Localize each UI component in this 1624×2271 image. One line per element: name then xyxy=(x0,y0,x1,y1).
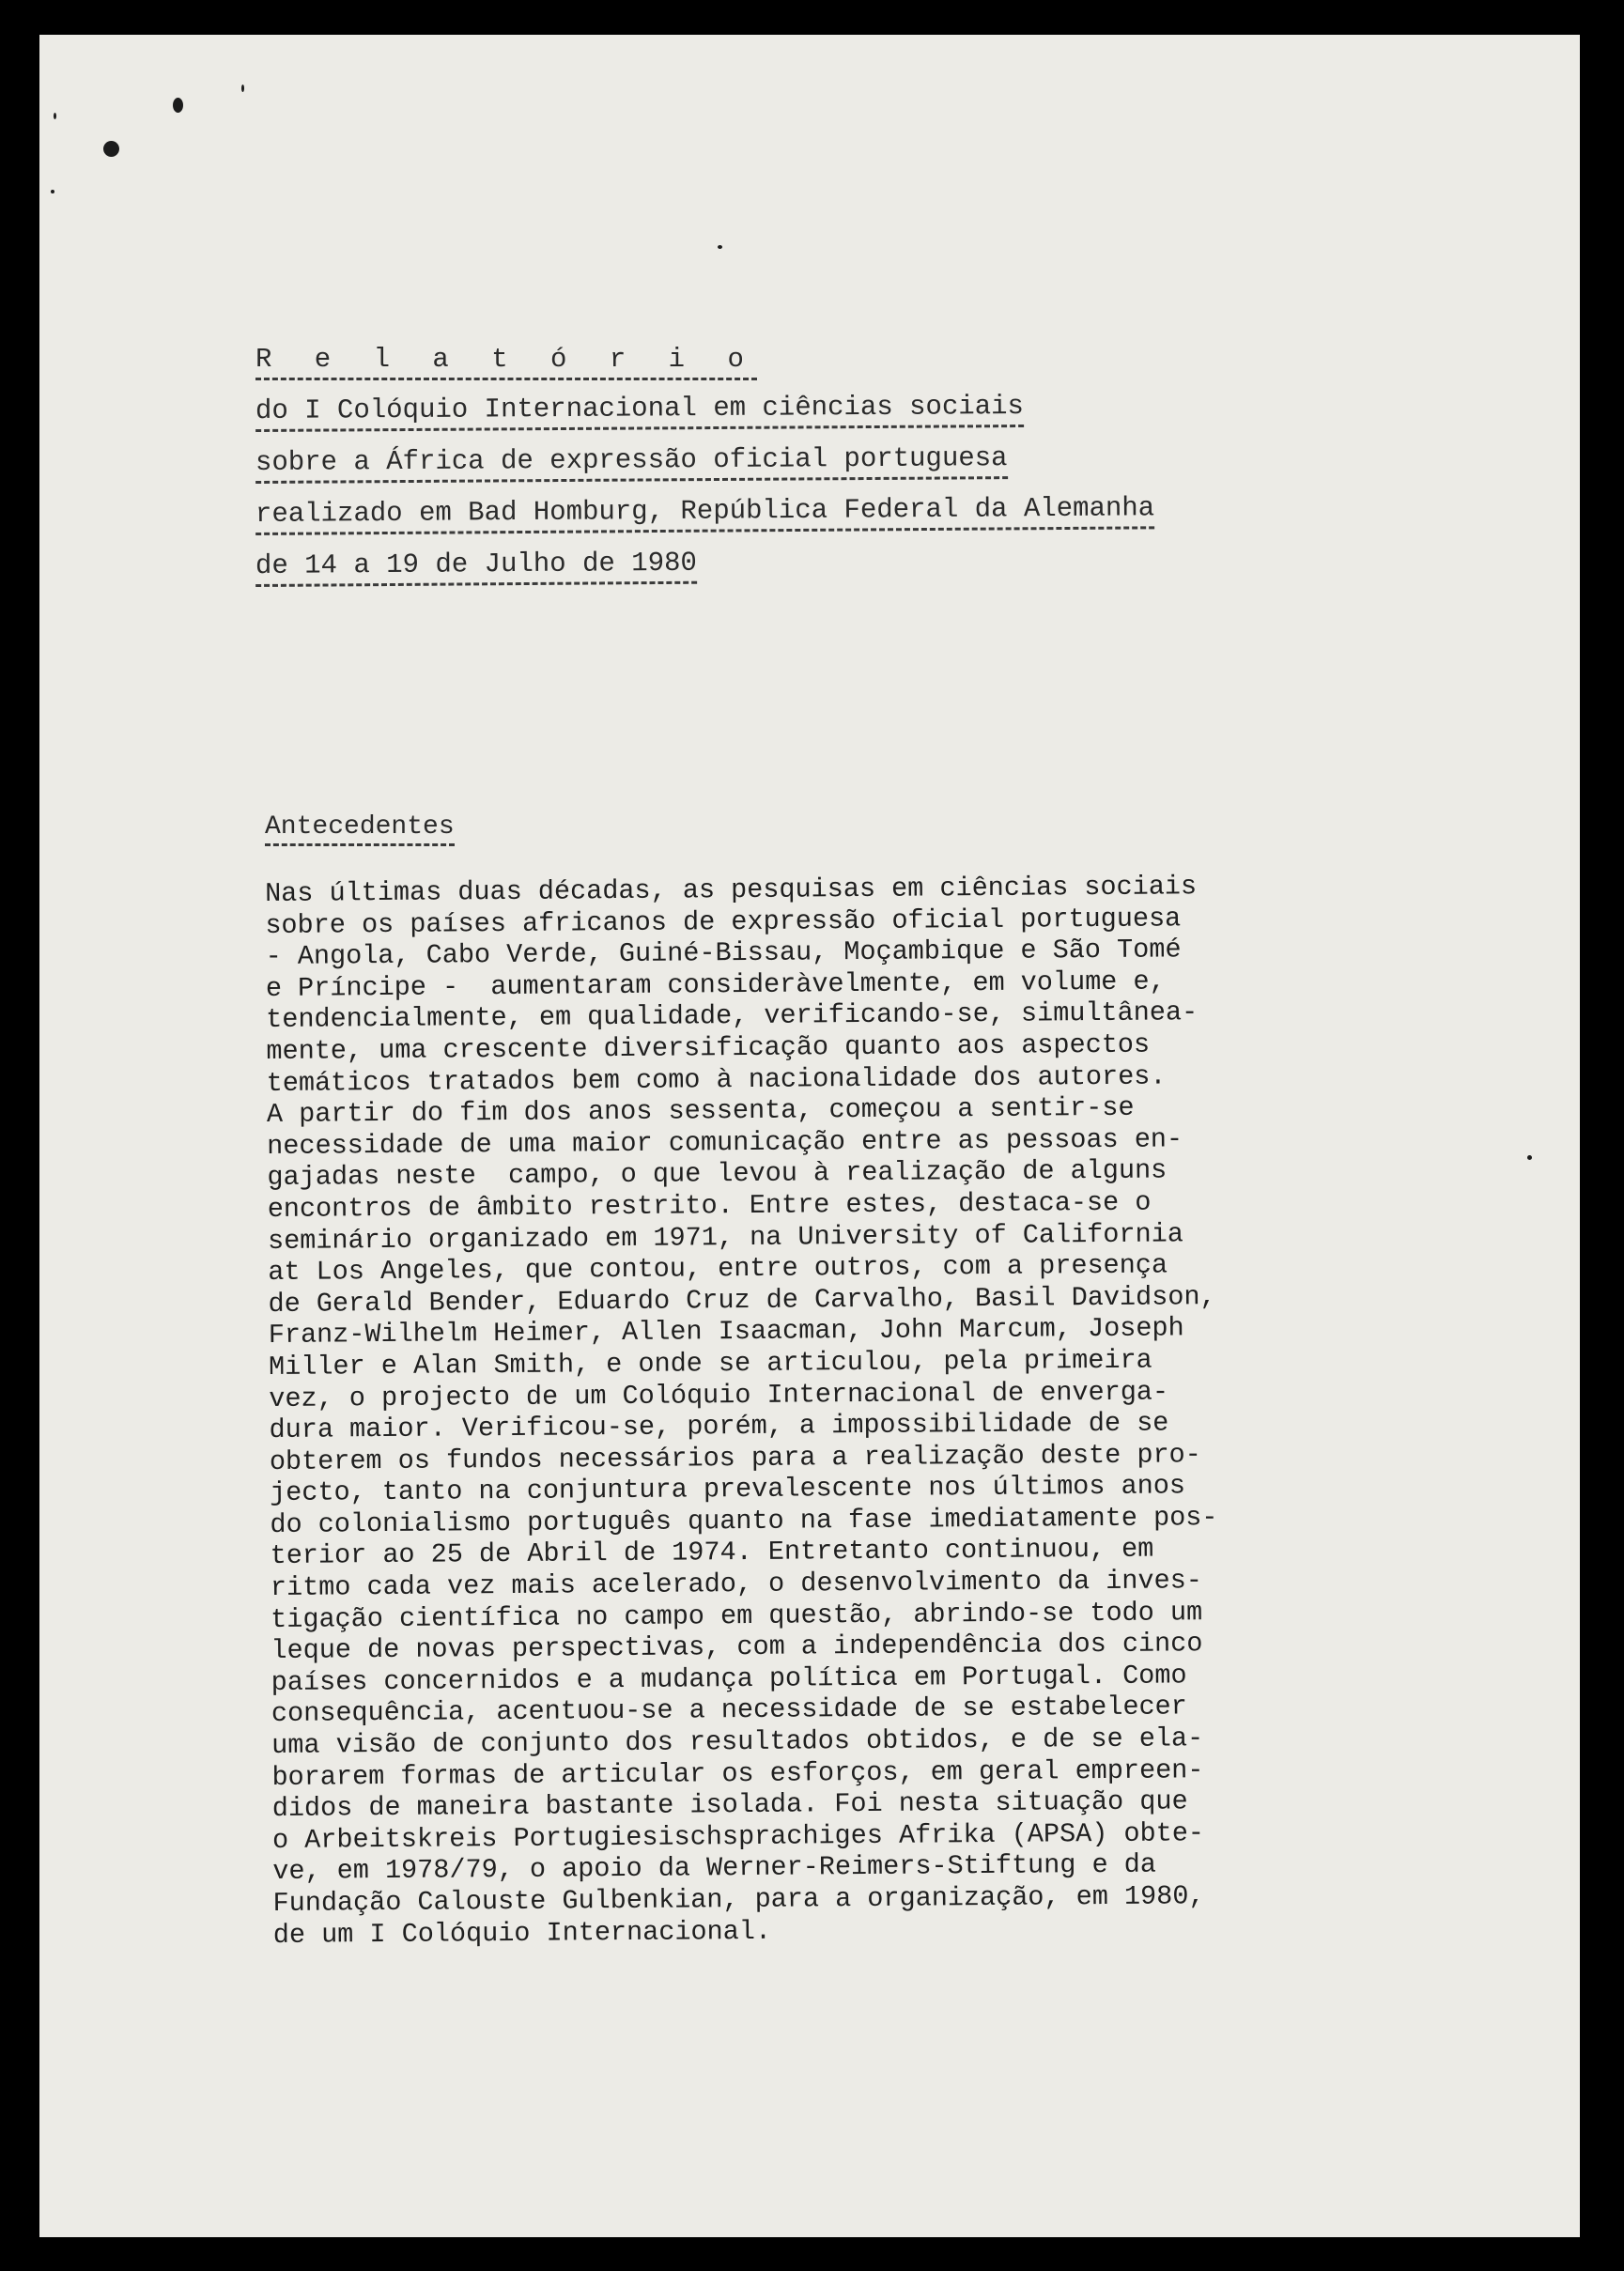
body-text-line: leque de novas perspectivas, com a independência dos cinco xyxy=(271,1628,1203,1667)
title-line-5 xyxy=(255,533,1383,592)
body-text-line: temáticos tratados bem como à nacionalidade dos autores. xyxy=(266,1060,1167,1099)
title-line-2 xyxy=(255,378,1383,437)
body-text-line: encontros de âmbito restrito. Entre estes, destaca-se o xyxy=(267,1186,1152,1225)
body-text-line: Nas últimas duas décadas, as pesquisas em ciências sociais xyxy=(265,871,1198,909)
scan-speck xyxy=(241,85,244,92)
report-dates: de 14 a 19 de Julho de 1980 xyxy=(255,548,697,587)
body-text-line: Fundação Calouste Gulbenkian, para a organização, em 1980, xyxy=(272,1880,1205,1919)
body-text-line: dura maior. Verificou-se, porém, a impossibilidade de se xyxy=(269,1407,1169,1446)
section-heading: Antecedentes xyxy=(265,812,455,846)
report-title-block xyxy=(255,333,1383,592)
body-text-line: necessidade de uma maior comunicação entre as pessoas en- xyxy=(267,1123,1183,1162)
document-page xyxy=(39,35,1580,2237)
body-text-line: seminário organizado em 1971, na University of California xyxy=(267,1217,1183,1257)
scan-speck xyxy=(51,190,54,193)
title-line-3 xyxy=(255,430,1383,488)
body-text-line: ritmo cada vez mais acelerado, o desenvolvimento da inves- xyxy=(270,1565,1203,1604)
body-text-line: países concernidos e a mudança política em Portugal. Como xyxy=(271,1660,1187,1698)
scan-speck xyxy=(103,141,119,157)
body-text-line: borarem formas de articular os esforços, em geral empreen- xyxy=(271,1753,1204,1793)
body-text-line: didos de maneira bastante isolada. Foi nesta situação que xyxy=(271,1785,1188,1825)
body-text-line: vez, o projecto de um Colóquio Internacional de enverga- xyxy=(269,1375,1169,1414)
title-line-1 xyxy=(255,333,1383,385)
body-text-line: terior ao 25 de Abril de 1974. Entretanto continuou, em xyxy=(270,1534,1154,1572)
scan-speck xyxy=(173,98,183,113)
report-title: R e l a t ó r i o xyxy=(255,344,757,380)
body-text-line: jecto, tanto na conjuntura prevalescente nos últimos anos xyxy=(270,1470,1186,1509)
body-text-line: Franz-Wilhelm Heimer, Allen Isaacman, John Marcum, Joseph xyxy=(268,1312,1184,1352)
body-text-line: tigação científica no campo em questão, abrindo-se todo um xyxy=(271,1596,1203,1635)
scan-speck xyxy=(54,113,56,119)
report-subtitle-2: sobre a África de expressão oficial portuguesa xyxy=(255,442,1008,484)
scan-speck xyxy=(1527,1155,1532,1160)
body-text-line: consequência, acentuou-se a necessidade de se estabelecer xyxy=(271,1691,1187,1730)
body-text-line: e Príncipe - aumentaram consideràvelmente, em volume e, xyxy=(265,966,1166,1004)
body-text-line: at Los Angeles, que contou, entre outros, com a presença xyxy=(268,1249,1168,1289)
body-text-line: sobre os países africanos de expressão oficial portuguesa xyxy=(265,902,1182,941)
title-line-4 xyxy=(255,481,1383,540)
body-text-line: do colonialismo português quanto na fase imediatamente pos- xyxy=(270,1501,1218,1540)
body-text-line: A partir do fim dos anos sessenta, começou a sentir-se xyxy=(266,1091,1135,1131)
report-location: realizado em Bad Homburg, República Federal da Alemanha xyxy=(255,492,1154,535)
body-text-line: mente, uma crescente diversificação quanto aos aspectos xyxy=(266,1028,1151,1067)
report-subtitle-1: do I Colóquio Internacional em ciências sociais xyxy=(255,391,1024,432)
body-text-line: uma visão de conjunto dos resultados obtidos, e de se ela- xyxy=(271,1723,1204,1762)
body-text-line: de um I Colóquio Internacional. xyxy=(272,1915,772,1951)
body-text-line: de Gerald Bender, Eduardo Cruz de Carvalho, Basil Davidson, xyxy=(268,1280,1216,1320)
body-text-line: o Arbeitskreis Portugiesischsprachiges Afrika (APSA) obte- xyxy=(271,1816,1205,1856)
body-text-line: obterem os fundos necessários para a realização deste pro- xyxy=(269,1438,1201,1477)
body-text-line: tendencialmente, em qualidade, verificando-se, simultânea- xyxy=(266,996,1199,1036)
body-text-line: gajadas neste campo, o que levou à realização de alguns xyxy=(267,1154,1168,1194)
body-text-line: ve, em 1978/79, o apoio da Werner-Reimers-Stiftung e da xyxy=(272,1848,1157,1888)
body-text-line: Miller e Alan Smith, e onde se articulou, pela primeira xyxy=(268,1344,1152,1383)
body-text-line: - Angola, Cabo Verde, Guiné-Bissau, Moçambique e São Tomé xyxy=(265,934,1182,973)
scan-speck xyxy=(718,245,722,249)
section-antecedentes xyxy=(265,812,1467,1951)
section-body xyxy=(265,869,1476,1951)
